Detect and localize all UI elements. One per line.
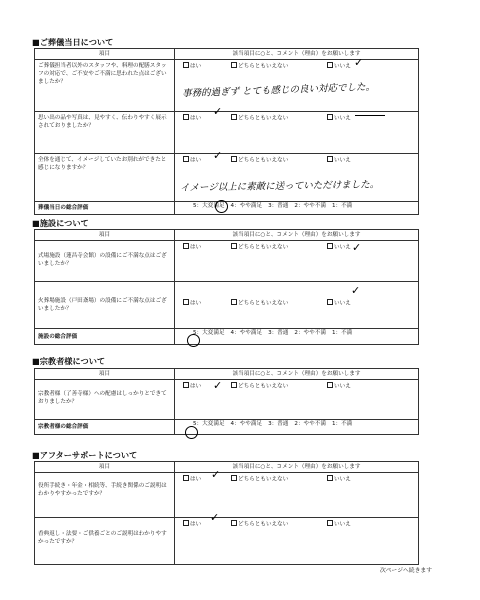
total-label: 施設の総合評価 bbox=[35, 329, 175, 345]
checkbox[interactable] bbox=[183, 156, 189, 162]
rating-1[interactable]: 1：不満 bbox=[331, 330, 353, 336]
rating-5[interactable]: 5：大変満足 bbox=[193, 330, 225, 336]
section-title-aftersupport: ■アフターサポートについて bbox=[32, 450, 138, 460]
check-mark: ✓ bbox=[211, 468, 221, 481]
rating-1[interactable]: 1：不満 bbox=[331, 421, 353, 427]
checkbox[interactable] bbox=[327, 114, 333, 120]
checkbox[interactable] bbox=[231, 62, 237, 68]
rating-5[interactable]: 5：大変満足 bbox=[193, 203, 225, 209]
option-neither[interactable]: どちらともいえない bbox=[231, 382, 327, 390]
option-no[interactable]: いいえ bbox=[327, 62, 377, 70]
question-text: 式場施設（蓮昌寺会館）の設備にご不満な点はございましたか？ bbox=[35, 241, 175, 282]
rating-4[interactable]: 4：やや満足 bbox=[230, 203, 263, 209]
check-mark: ✓ bbox=[351, 284, 361, 297]
religious-table bbox=[34, 368, 419, 435]
header-instruction: 該当項目に○と、コメント（理由）をお願いします bbox=[175, 462, 419, 473]
option-no[interactable]: いいえ bbox=[327, 299, 377, 307]
check-mark: ✓ bbox=[213, 105, 223, 118]
options-row bbox=[175, 241, 418, 254]
total-label: 宗教者様の総合評価 bbox=[35, 420, 175, 435]
option-no[interactable]: いいえ bbox=[327, 520, 377, 528]
rating-cell bbox=[175, 202, 419, 215]
option-yes[interactable]: はい bbox=[175, 243, 231, 251]
header-item: 項目 bbox=[35, 369, 175, 380]
checkbox[interactable] bbox=[183, 114, 189, 120]
option-yes[interactable]: はい bbox=[175, 114, 231, 122]
header-instruction: 該当項目に○と、コメント（理由）をお願いします bbox=[175, 369, 419, 380]
checkbox[interactable] bbox=[327, 243, 333, 249]
rating-2[interactable]: 2：やや不満 bbox=[294, 421, 326, 427]
checkbox[interactable] bbox=[327, 382, 333, 388]
rating-scale bbox=[175, 329, 418, 337]
answer-cell bbox=[175, 380, 419, 420]
rating-circle bbox=[187, 334, 200, 347]
checkbox[interactable] bbox=[327, 520, 333, 526]
question-text: 香典返し・法要・ご供養ごとのご説明はわかりやすかったですか？ bbox=[35, 518, 175, 565]
options-row bbox=[175, 380, 418, 390]
question-text: 火葬場施設（戸田斎場）の設備にご不満な点はございましたか？ bbox=[35, 282, 175, 329]
option-yes[interactable]: はい bbox=[175, 520, 231, 528]
options-row bbox=[175, 154, 418, 164]
option-yes[interactable]: はい bbox=[175, 156, 231, 164]
option-yes[interactable]: はい bbox=[175, 299, 231, 307]
question-text: 全体を通じて、イメージしていたお別れができたと感じになりますか？ bbox=[35, 154, 175, 202]
footer-continued: 次ページへ続きます bbox=[379, 568, 432, 574]
answer-cell bbox=[175, 518, 419, 565]
header-item: 項目 bbox=[35, 49, 175, 60]
aftersupport-table bbox=[34, 461, 419, 565]
checkbox[interactable] bbox=[231, 475, 237, 481]
check-mark: ✓ bbox=[354, 56, 364, 69]
section-title-religious: ■宗教者様について bbox=[32, 356, 106, 366]
checkbox[interactable] bbox=[231, 299, 237, 305]
answer-cell bbox=[175, 282, 419, 329]
rating-scale bbox=[175, 202, 418, 210]
checkbox[interactable] bbox=[183, 243, 189, 249]
check-mark: ✓ bbox=[213, 149, 223, 162]
checkbox[interactable] bbox=[183, 520, 189, 526]
section-title-ceremony: ■ご葬儀当日について bbox=[32, 37, 114, 47]
answer-cell bbox=[175, 112, 419, 154]
checkbox[interactable] bbox=[327, 156, 333, 162]
checkbox[interactable] bbox=[231, 156, 237, 162]
options-row bbox=[175, 56, 418, 70]
check-mark: ✓ bbox=[210, 511, 220, 524]
option-no[interactable]: いいえ bbox=[327, 382, 377, 390]
checkbox[interactable] bbox=[183, 62, 189, 68]
checkbox[interactable] bbox=[231, 243, 237, 249]
question-text: 宗教者様（了善寺様）への配慮はしっかりとできておりましたか？ bbox=[35, 380, 175, 420]
option-neither[interactable]: どちらともいえない bbox=[231, 243, 327, 251]
checkbox[interactable] bbox=[183, 475, 189, 481]
checkbox[interactable] bbox=[183, 299, 189, 305]
option-no[interactable]: いいえ bbox=[327, 156, 377, 164]
option-neither[interactable]: どちらともいえない bbox=[231, 114, 327, 122]
option-yes[interactable]: はい bbox=[175, 382, 231, 390]
strike-line bbox=[355, 115, 385, 116]
checkbox[interactable] bbox=[231, 382, 237, 388]
rating-3[interactable]: 3：普通 bbox=[268, 203, 289, 209]
rating-cell bbox=[175, 420, 419, 435]
option-neither[interactable]: どちらともいえない bbox=[231, 520, 327, 528]
checkbox[interactable] bbox=[183, 382, 189, 388]
option-no[interactable]: いいえ bbox=[327, 475, 377, 483]
rating-5[interactable]: 5：大変満足 bbox=[193, 421, 225, 427]
header-instruction: 該当項目に○と、コメント（理由）をお願いします bbox=[175, 230, 419, 241]
rating-4[interactable]: 4：やや満足 bbox=[230, 330, 263, 336]
rating-circle bbox=[215, 200, 228, 213]
checkbox[interactable] bbox=[327, 475, 333, 481]
header-instruction: 該当項目に○と、コメント（理由）をお願いします bbox=[175, 49, 419, 60]
facility-table bbox=[34, 229, 419, 345]
rating-scale bbox=[175, 420, 418, 428]
option-neither[interactable]: どちらともいえない bbox=[231, 475, 327, 483]
question-text: 思い出の品や写真は、見やすく、伝わりやすく展示されておりましたか？ bbox=[35, 112, 175, 154]
handwritten-comment-1: 事務的過ぎず とても感じの良い対応でした。 bbox=[181, 81, 376, 100]
option-yes[interactable]: はい bbox=[175, 475, 231, 483]
rating-4[interactable]: 4：やや満足 bbox=[230, 421, 263, 427]
question-text: 役所手続き・年金・相続等、手続き関係のご説明はわかりやすかったですか？ bbox=[35, 473, 175, 518]
handwritten-comment-3: イメージ以上に素敵に送っていただけました。 bbox=[179, 179, 380, 194]
rating-3[interactable]: 3：普通 bbox=[268, 421, 289, 427]
header-item: 項目 bbox=[35, 230, 175, 241]
options-row bbox=[175, 112, 418, 122]
rating-2[interactable]: 2：やや不満 bbox=[294, 203, 326, 209]
question-text: ご葬儀担当者以外のスタッフや、料理の配膳スタッフの対応で、ご不安やご不満に思われた点はございましたか？ bbox=[35, 60, 175, 112]
option-neither[interactable]: どちらともいえない bbox=[231, 156, 327, 164]
checkbox[interactable] bbox=[231, 520, 237, 526]
checkbox[interactable] bbox=[327, 62, 333, 68]
check-mark: ✓ bbox=[352, 241, 362, 254]
answer-cell bbox=[175, 241, 419, 282]
option-neither[interactable]: どちらともいえない bbox=[231, 299, 327, 307]
option-no[interactable]: いいえ bbox=[327, 114, 377, 122]
rating-1[interactable]: 1：不満 bbox=[331, 203, 353, 209]
total-label: 葬儀当日の総合評価 bbox=[35, 202, 175, 215]
header-item: 項目 bbox=[35, 462, 175, 473]
option-yes[interactable]: はい bbox=[175, 62, 231, 70]
rating-circle bbox=[185, 426, 198, 439]
rating-3[interactable]: 3：普通 bbox=[268, 330, 289, 336]
option-neither[interactable]: どちらともいえない bbox=[231, 62, 327, 70]
checkbox[interactable] bbox=[327, 299, 333, 305]
checkbox[interactable] bbox=[231, 114, 237, 120]
option-no[interactable]: いいえ bbox=[327, 243, 377, 251]
options-row bbox=[175, 282, 418, 307]
rating-cell bbox=[175, 329, 419, 345]
rating-2[interactable]: 2：やや不満 bbox=[294, 330, 326, 336]
check-mark: ✓ bbox=[213, 379, 223, 392]
section-title-facility: ■施設について bbox=[32, 218, 89, 228]
